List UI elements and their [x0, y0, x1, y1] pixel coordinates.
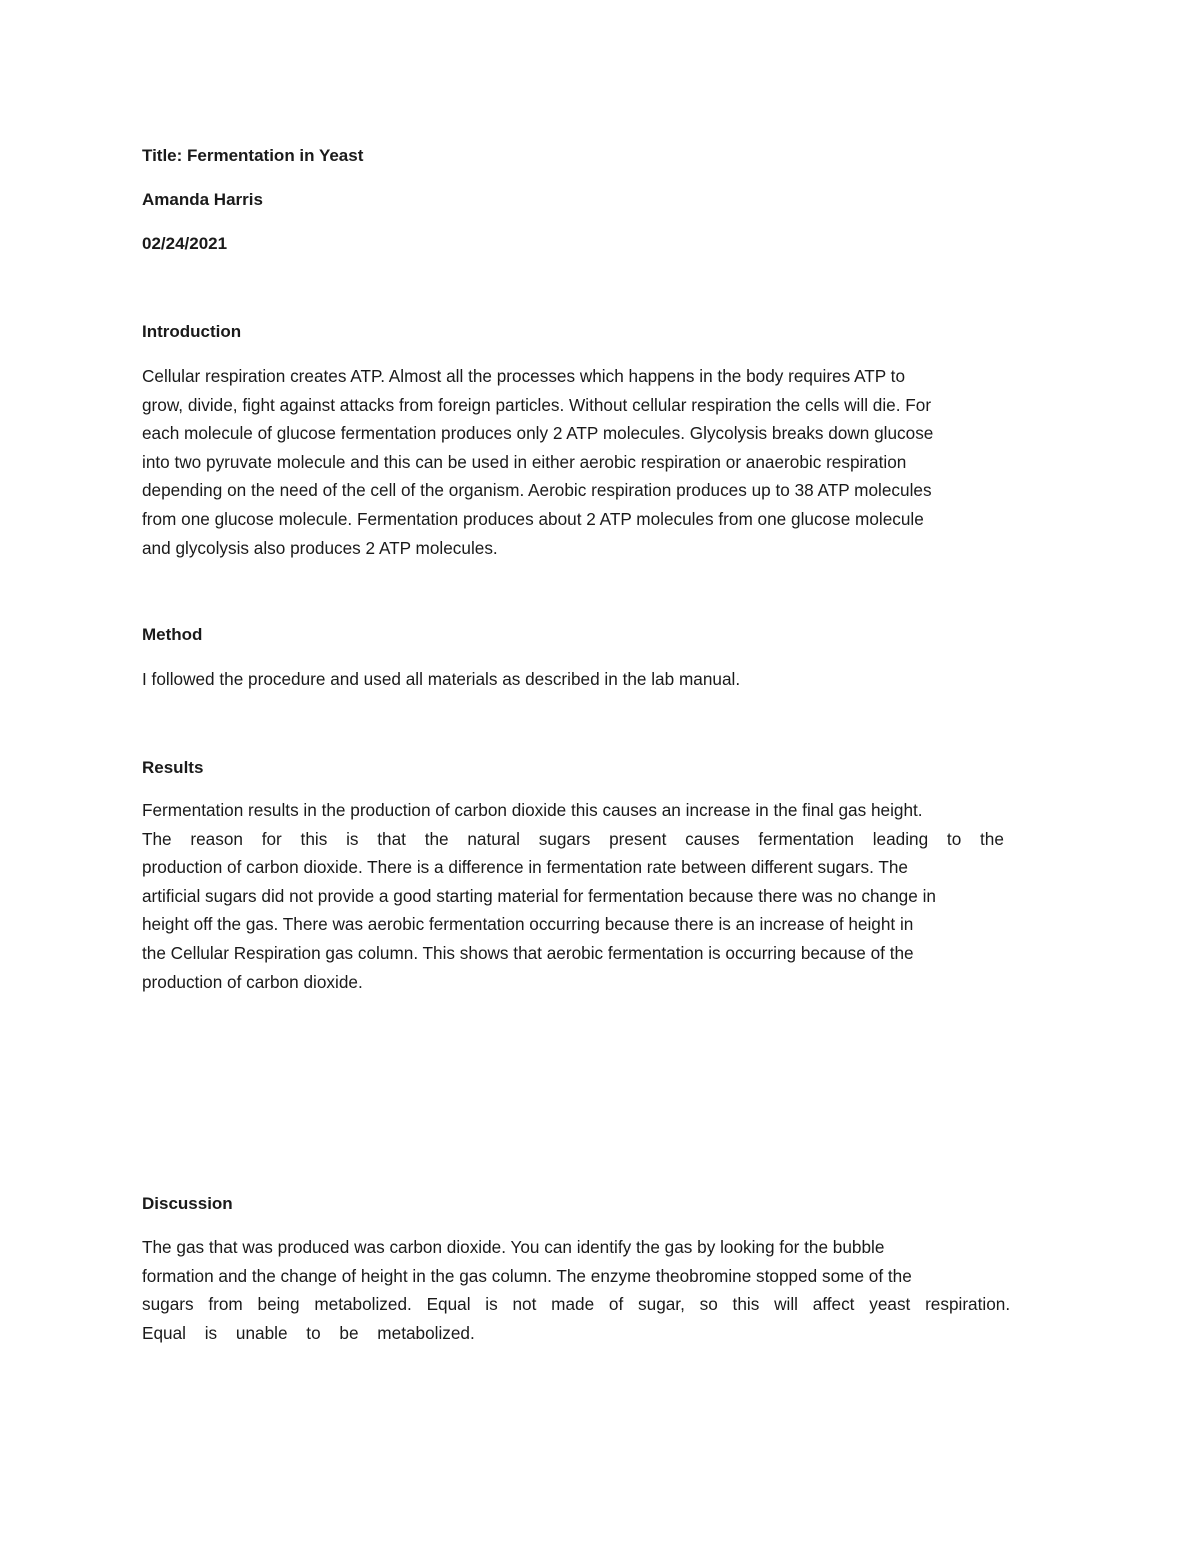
- introduction-paragraph: [142, 362, 1060, 562]
- author-name: Amanda Harris: [142, 190, 263, 209]
- method-paragraph: [142, 665, 1060, 694]
- discussion-line: Equal is unable to be metabolized.: [142, 1322, 475, 1343]
- introduction-line: from one glucose molecule. Fermentation produces about 2 ATP molecules from one glucose molecule: [142, 508, 924, 529]
- results-line: Fermentation results in the production of carbon dioxide this causes an increase in the final gas height.: [142, 800, 923, 820]
- introduction-line: grow, divide, fight against attacks from foreign particles. Without cellular respiration the cells will die. For: [142, 394, 932, 415]
- introduction-line: depending on the need of the cell of the organism. Aerobic respiration produces up to 38 ATP molecules: [142, 480, 932, 501]
- introduction-line: each molecule of glucose fermentation produces only 2 ATP molecules. Glycolysis breaks down glucose: [142, 423, 934, 444]
- results-heading: Results: [142, 758, 204, 777]
- discussion-paragraph: [142, 1233, 1060, 1347]
- introduction-line: Cellular respiration creates ATP. Almost all the processes which happens in the body requires ATP to: [142, 366, 906, 386]
- introduction-heading: Introduction: [142, 322, 242, 341]
- introduction-line: into two pyruvate molecule and this can be used in either aerobic respiration or anaerobic respiration: [142, 451, 907, 472]
- method-line: I followed the procedure and used all materials as described in the lab manual.: [142, 669, 741, 689]
- results-line: production of carbon dioxide.: [142, 971, 363, 992]
- document-date: 02/24/2021: [142, 234, 228, 253]
- results-line: the Cellular Respiration gas column. This shows that aerobic fermentation is occurring because of the: [142, 942, 914, 963]
- method-heading: Method: [142, 625, 203, 644]
- discussion-heading: Discussion: [142, 1194, 233, 1213]
- results-line: height off the gas. There was aerobic fermentation occurring because there is an increase of height in: [142, 914, 914, 935]
- discussion-line: sugars from being metabolized. Equal is not made of sugar, so this will affect yeast respiration.: [142, 1294, 1011, 1315]
- introduction-line: and glycolysis also produces 2 ATP molecules.: [142, 537, 498, 558]
- results-line: The reason for this is that the natural sugars present causes fermentation leading to the: [142, 828, 1004, 849]
- discussion-line: formation and the change of height in the gas column. The enzyme theobromine stopped some of the: [142, 1265, 912, 1286]
- document-title: Title: Fermentation in Yeast: [142, 146, 364, 165]
- discussion-line: The gas that was produced was carbon dioxide. You can identify the gas by looking for the bubble: [142, 1237, 885, 1257]
- results-paragraph: [142, 796, 1060, 996]
- results-line: production of carbon dioxide. There is a difference in fermentation rate between different sugars. The: [142, 857, 908, 878]
- results-line: artificial sugars did not provide a good starting material for fermentation because there was no change in: [142, 885, 936, 906]
